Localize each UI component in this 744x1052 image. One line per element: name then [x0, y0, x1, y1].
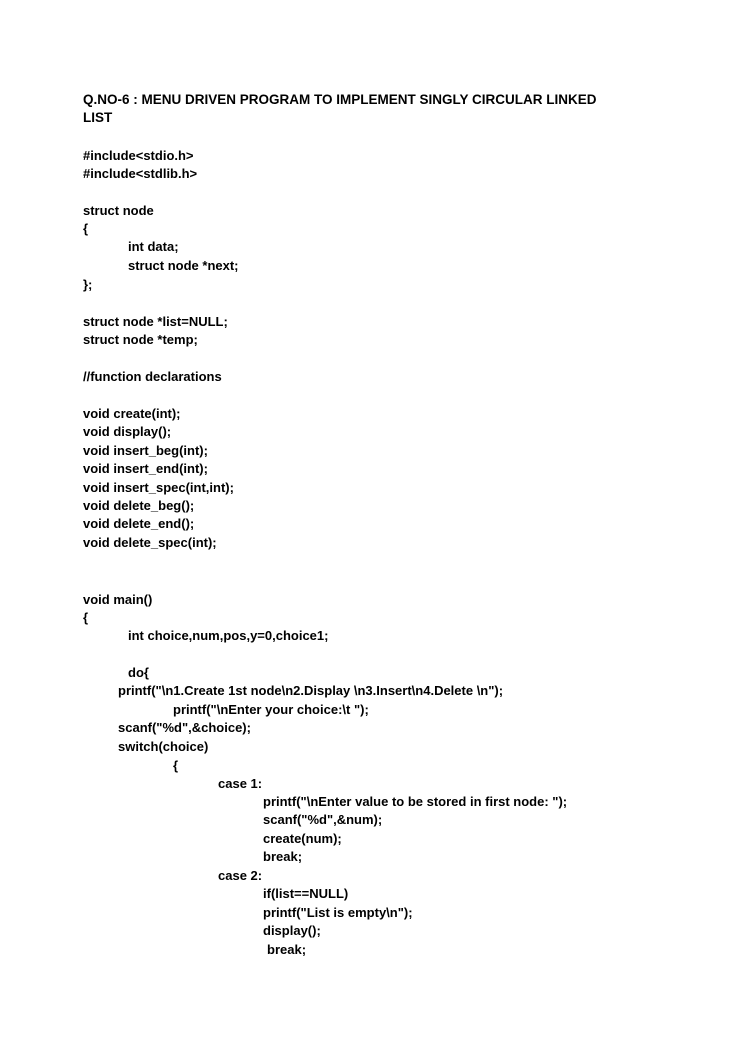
code-line: #include<stdlib.h> [83, 166, 198, 181]
code-line: int data; [128, 239, 179, 254]
code-line: switch(choice) [118, 739, 209, 754]
code-line: void delete_beg(); [83, 498, 195, 513]
code-line: case 1: [218, 776, 263, 791]
code-line: case 2: [218, 868, 263, 883]
code-line: void create(int); [83, 406, 181, 421]
code-comment: //function declarations [83, 369, 222, 384]
code-line: display(); [263, 923, 321, 938]
code-line: { [173, 758, 179, 773]
code-line: scanf("%d",&choice); [118, 720, 251, 735]
code-line: printf("List is empty\n"); [263, 905, 413, 920]
code-line: { [83, 610, 89, 625]
question-title-continued: LIST [83, 110, 113, 125]
code-line: create(num); [263, 831, 342, 846]
code-line: void delete_spec(int); [83, 535, 217, 550]
code-line: printf("\n1.Create 1st node\n2.Display \n3.Insert\n4.Delete \n"); [118, 683, 504, 698]
code-line: void insert_beg(int); [83, 443, 208, 458]
code-line: scanf("%d",&num); [263, 812, 383, 827]
code-line: if(list==NULL) [263, 886, 349, 901]
code-line: { [83, 221, 89, 236]
code-line: void insert_end(int); [83, 461, 208, 476]
code-line: int choice,num,pos,y=0,choice1; [128, 628, 329, 643]
code-line: }; [83, 277, 93, 292]
code-line: struct node *temp; [83, 332, 198, 347]
code-line: void main() [83, 592, 153, 607]
code-line: do{ [128, 665, 149, 680]
question-title: Q.NO-6 : MENU DRIVEN PROGRAM TO IMPLEMENT SINGLY CIRCULAR LINKED [83, 92, 597, 107]
code-line: break; [267, 942, 307, 957]
code-line: printf("\nEnter value to be stored in first node: "); [263, 794, 568, 809]
code-line: void delete_end(); [83, 516, 195, 531]
code-line: struct node *list=NULL; [83, 314, 228, 329]
code-line: struct node *next; [128, 258, 239, 273]
code-line: printf("\nEnter your choice:\t "); [173, 702, 369, 717]
code-line: break; [263, 849, 303, 864]
code-line: #include<stdio.h> [83, 148, 194, 163]
code-line: void insert_spec(int,int); [83, 480, 234, 495]
code-line: struct node [83, 203, 154, 218]
code-line: void display(); [83, 424, 172, 439]
